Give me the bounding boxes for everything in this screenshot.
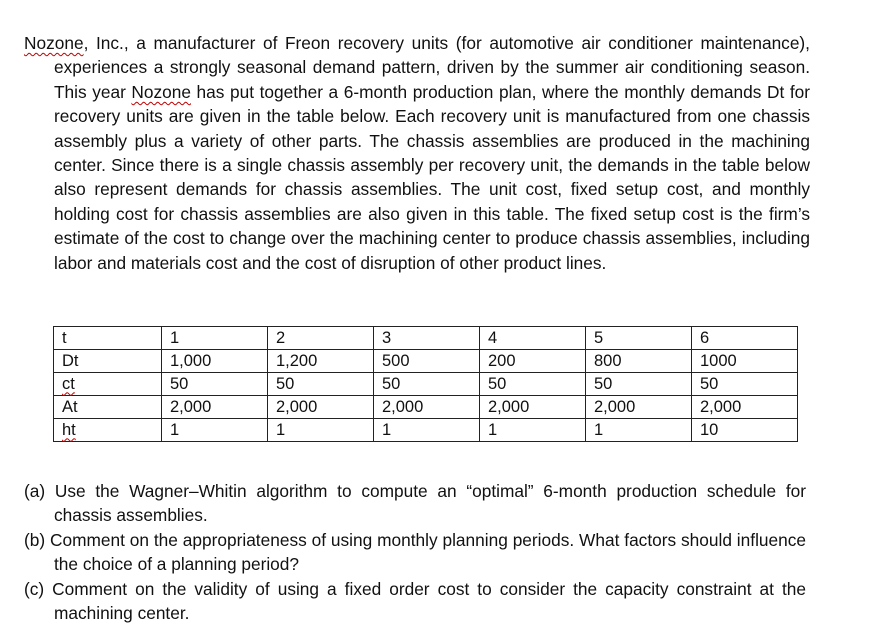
table-cell: 1,000 — [162, 350, 268, 373]
table-cell: 3 — [374, 327, 480, 350]
table-cell: 200 — [480, 350, 586, 373]
row-label: At — [54, 396, 162, 419]
table-cell: 50 — [480, 373, 586, 396]
table-cell: 1 — [162, 419, 268, 442]
table-cell: 800 — [586, 350, 692, 373]
table-cell: 500 — [374, 350, 480, 373]
question-list — [24, 479, 806, 625]
table-cell: 2,000 — [268, 396, 374, 419]
table-cell: 4 — [480, 327, 586, 350]
table-cell: 2,000 — [374, 396, 480, 419]
row-label — [54, 419, 162, 442]
table-cell: 5 — [586, 327, 692, 350]
table-cell: 50 — [692, 373, 798, 396]
table-cell: 2,000 — [692, 396, 798, 419]
table-cell: 50 — [374, 373, 480, 396]
table-cell: 2,000 — [162, 396, 268, 419]
table-cell: 50 — [268, 373, 374, 396]
row-label: Dt — [54, 350, 162, 373]
table-cell: 1000 — [692, 350, 798, 373]
table-row-ct — [54, 373, 798, 396]
intro-text-1: , Inc., a manufacturer of Freon recovery units (for automotive air conditioner maintenance), experiences a strongly seasonal demand pattern, driven by the summer air conditioning season. This year — [54, 33, 810, 102]
table-cell: 1 — [374, 419, 480, 442]
intro-text-2: has put together a 6-month production plan, where the monthly demands Dt for recovery units are given in the table below. Each recovery unit is manufactured from one chassis assembly plus a variety of other parts. The chassis assemblies are produced in the machining center. Since there is a single chassis assembly per recovery unit, the demands in the table below also represent demands for chassis assemblies. The unit cost, fixed setup cost, and monthly holding cost for chassis assemblies are also given in this table. The fixed setup cost is the firm’s estimate of the cost to change over the machining center to produce chassis assemblies, including labor and materials cost and the cost of disruption of other product lines. — [54, 81, 810, 273]
table-cell: 2 — [268, 327, 374, 350]
table-row-t — [54, 327, 798, 350]
table-cell: 6 — [692, 327, 798, 350]
table-cell: 2,000 — [586, 396, 692, 419]
table-cell: 10 — [692, 419, 798, 442]
row-label: t — [54, 327, 162, 350]
table-cell: 1 — [162, 327, 268, 350]
table-row-dt — [54, 350, 798, 373]
question-c: (c) Comment on the validity of using a fixed order cost to consider the capacity constraint at the machining center. — [24, 578, 806, 624]
parameters-table — [53, 326, 798, 442]
row-label-text: ct — [62, 374, 75, 393]
row-label — [54, 373, 162, 396]
table-cell: 2,000 — [480, 396, 586, 419]
problem-statement — [24, 31, 810, 275]
table-row-at — [54, 396, 798, 419]
question-b: (b) Comment on the appropriateness of using monthly planning periods. What factors should influence the choice of a planning period? — [24, 529, 806, 575]
table-cell: 50 — [586, 373, 692, 396]
table-row-ht — [54, 419, 798, 442]
table-cell: 1 — [268, 419, 374, 442]
question-a: (a) Use the Wagner–Whitin algorithm to compute an “optimal” 6-month production schedule for chassis assemblies. — [24, 481, 806, 526]
table-cell: 1 — [586, 419, 692, 442]
table-cell: 1 — [480, 419, 586, 442]
table-cell: 1,200 — [268, 350, 374, 373]
company-name-2: Nozone — [131, 81, 191, 102]
table-cell: 50 — [162, 373, 268, 396]
row-label-text: ht — [62, 420, 76, 439]
company-name: Nozone — [24, 33, 84, 53]
